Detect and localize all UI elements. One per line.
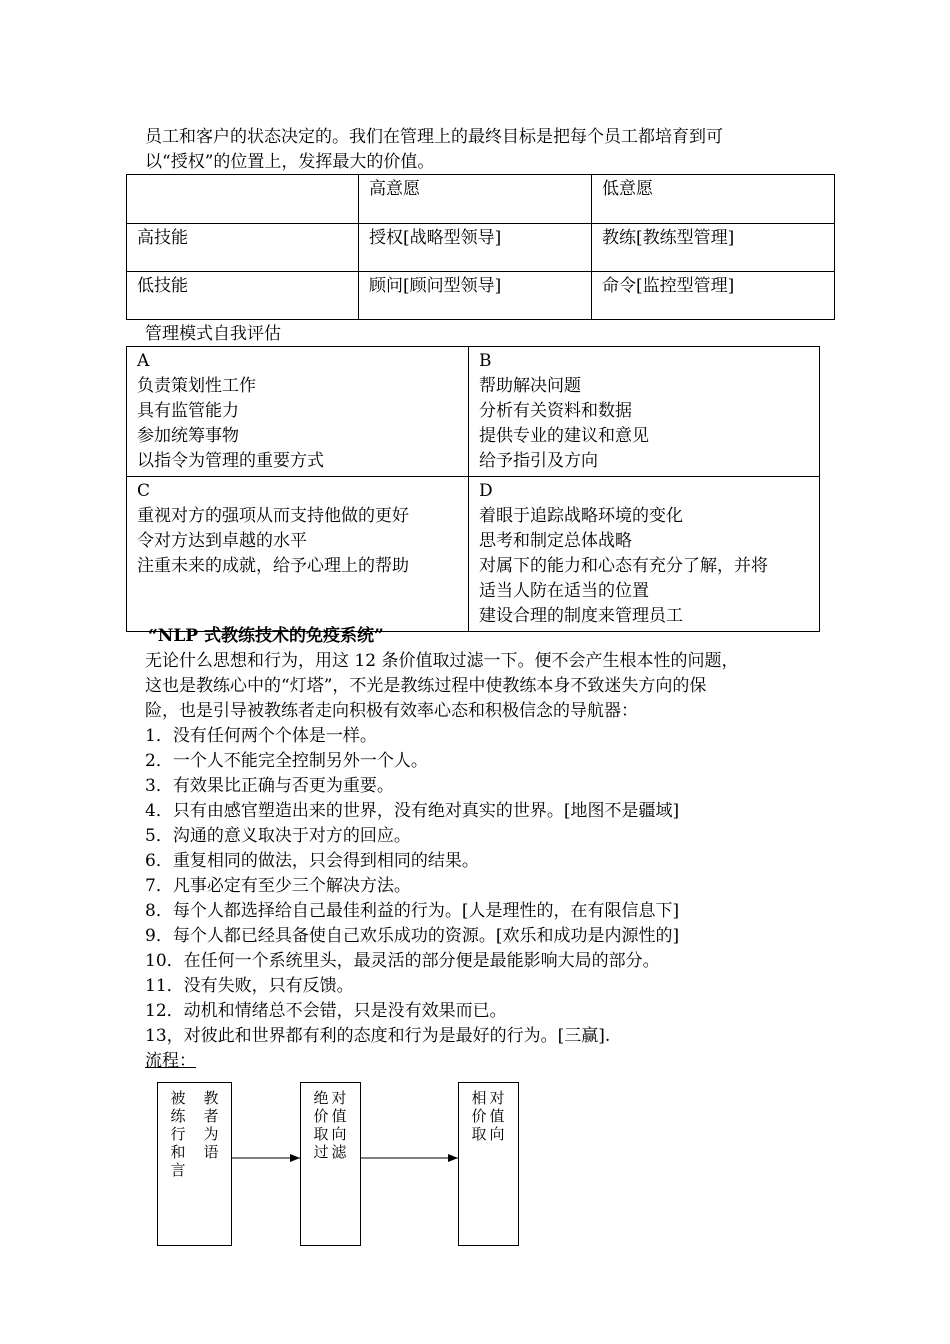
nlp-item: 4．只有由感官塑造出来的世界，没有绝对真实的世界。[地图不是疆域] xyxy=(145,801,680,821)
flow-box-1-text-col1: 被练行和言 xyxy=(170,1089,186,1179)
flow-box-1-text-col2: 教者为语 xyxy=(203,1089,219,1161)
intro-line-2: 以“授权”的位置上，发挥最大的价值。 xyxy=(145,152,435,172)
cell-d-item: 适当人防在适当的位置 xyxy=(479,581,649,601)
cell-c-label: C xyxy=(137,481,151,501)
cell-d-item: 对属下的能力和心态有充分了解，并将 xyxy=(479,556,768,576)
cell-d-label: D xyxy=(479,481,493,501)
cell-b-item: 给予指引及方向 xyxy=(479,451,598,471)
cell-b-item: 分析有关资料和数据 xyxy=(479,401,632,421)
nlp-item: 7．凡事必定有至少三个解决方法。 xyxy=(145,876,411,896)
matrix-cell-advise: 顾问[顾问型领导] xyxy=(359,272,592,320)
cell-a-label: A xyxy=(137,351,150,371)
flow-box-absolute-value-filter xyxy=(300,1082,361,1246)
cell-d-item: 建设合理的制度来管理员工 xyxy=(479,606,683,626)
cell-c-item: 注重未来的成就，给予心理上的帮助 xyxy=(137,556,409,576)
flow-label: 流程： xyxy=(145,1051,196,1071)
nlp-item: 1．没有任何两个个体是一样。 xyxy=(145,726,377,746)
nlp-intro-line: 这也是教练心中的“灯塔”，不光是教练过程中使教练本身不致迷失方向的保 xyxy=(145,676,707,696)
nlp-item: 5．沟通的意义取决于对方的回应。 xyxy=(145,826,411,846)
nlp-item: 12．动机和情绪总不会错，只是没有效果而已。 xyxy=(145,1001,507,1021)
nlp-item: 2．一个人不能完全控制另外一个人。 xyxy=(145,751,428,771)
flow-box-relative-value xyxy=(458,1082,519,1246)
matrix-header-low-will: 低意愿 xyxy=(592,175,835,224)
nlp-heading: “NLP 式教练技术的免疫系统” xyxy=(148,626,384,646)
cell-c-item: 令对方达到卓越的水平 xyxy=(137,531,307,551)
matrix-header-high-will: 高意愿 xyxy=(359,175,592,224)
nlp-item: 11．没有失败，只有反馈。 xyxy=(145,976,354,996)
cell-a-item: 负责策划性工作 xyxy=(137,376,256,396)
cell-d-item: 思考和制定总体战略 xyxy=(479,531,632,551)
cell-a-item: 以指令为管理的重要方式 xyxy=(137,451,324,471)
nlp-intro-line: 险，也是引导被教练者走向积极有效率心态和积极信念的导航器： xyxy=(145,701,638,721)
nlp-item: 3．有效果比正确与否更为重要。 xyxy=(145,776,394,796)
matrix-cell-delegate: 授权[战略型领导] xyxy=(359,224,592,272)
cell-b-item: 帮助解决问题 xyxy=(479,376,581,396)
flow-box-3-text-col2: 对值向 xyxy=(489,1089,505,1143)
flow-box-3-text-col1: 相价取 xyxy=(471,1089,487,1143)
matrix-cell-coach: 教练[教练型管理] xyxy=(592,224,835,272)
matrix-cell-command: 命令[监控型管理] xyxy=(592,272,835,320)
assessment-title: 管理模式自我评估 xyxy=(145,324,281,344)
nlp-item: 13，对彼此和世界都有利的态度和行为是最好的行为。[三赢]. xyxy=(145,1026,611,1046)
matrix-row-label-high-skill: 高技能 xyxy=(127,224,359,272)
flow-box-2-text-col1: 绝价取过 xyxy=(313,1089,329,1161)
nlp-item: 9．每个人都已经具备使自己欢乐成功的资源。[欢乐和成功是内源性的] xyxy=(145,926,680,946)
intro-line-1: 员工和客户的状态决定的。我们在管理上的最终目标是把每个员工都培育到可 xyxy=(145,127,723,147)
cell-c-item: 重视对方的强项从而支持他做的更好 xyxy=(137,506,409,526)
nlp-item: 10．在任何一个系统里头，最灵活的部分便是最能影响大局的部分。 xyxy=(145,951,660,971)
cell-a-item: 参加统筹事物 xyxy=(137,426,239,446)
cell-a-item: 具有监管能力 xyxy=(137,401,239,421)
nlp-intro-line: 无论什么思想和行为，用这 12 条价值取过滤一下。便不会产生根本性的问题， xyxy=(145,651,739,671)
nlp-item: 8．每个人都选择给自己最佳利益的行为。[人是理性的，在有限信息下] xyxy=(145,901,680,921)
flow-box-behavior-language xyxy=(157,1082,232,1246)
cell-d-item: 着眼于追踪战略环境的变化 xyxy=(479,506,683,526)
nlp-item: 6．重复相同的做法，只会得到相同的结果。 xyxy=(145,851,479,871)
cell-b-item: 提供专业的建议和意见 xyxy=(479,426,649,446)
matrix-row-label-low-skill: 低技能 xyxy=(127,272,359,320)
flow-box-2-text-col2: 对值向滤 xyxy=(331,1089,347,1161)
cell-b-label: B xyxy=(479,351,492,371)
